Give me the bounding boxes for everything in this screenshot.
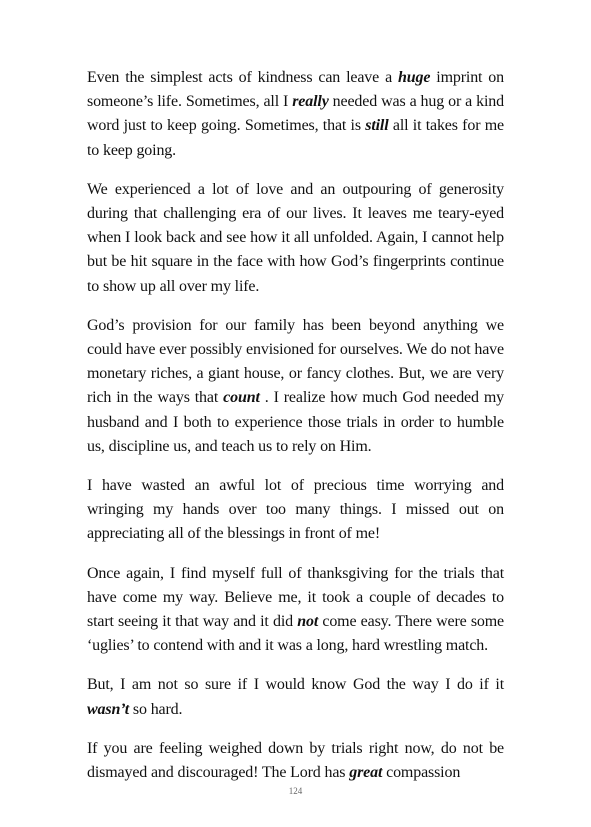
paragraph	[87, 673, 504, 721]
text-run: Once again, I find myself full of thanksgiving for the trials that have come my way. Believe me, it took a couple of decades to start seeing it that way and it did	[87, 564, 504, 631]
text-run: . I realize how much God needed my husband and I both to experience those trials in order to humble us, discipline us, and teach us to rely on Him.	[87, 389, 504, 455]
paragraph	[87, 562, 504, 659]
text-run: come easy. There were some ‘uglies’ to contend with and it was a long, hard wrestling match.	[87, 613, 504, 655]
emphasized-text: huge	[398, 69, 431, 86]
emphasized-text: count	[223, 389, 260, 407]
text-run: Even the simplest acts of kindness can leave a	[87, 69, 398, 86]
body-text	[87, 66, 504, 800]
paragraph	[87, 66, 504, 163]
page-number: 124	[288, 786, 303, 796]
paragraph	[87, 178, 504, 299]
text-run: If you are feeling weighed down by trials right now, do not be dismayed and discouraged! The Lord has	[87, 739, 504, 782]
emphasized-text: not	[297, 613, 319, 631]
emphasized-text: really	[292, 93, 329, 111]
text-run: But, I am not so sure if I would know God the way I do if it	[87, 676, 504, 694]
text-run: needed was a hug or a kind word just to keep going. Sometimes, that is	[87, 93, 504, 135]
emphasized-text: still	[365, 117, 389, 135]
paragraph	[87, 737, 504, 785]
paragraph	[87, 314, 504, 459]
paragraph	[87, 474, 504, 547]
text-run: compassion	[382, 764, 461, 782]
text-run: imprint on someone’s life. Sometimes, all I	[87, 69, 504, 111]
text-run: so hard.	[129, 700, 183, 718]
text-run: I have wasted an awful lot of precious time worrying and wringing my hands over too many things. I missed out on appreciating all of the blessings in front of me!	[87, 477, 504, 543]
text-run: God’s provision for our family has been beyond anything we could have ever possibly envisioned for ourselves. We do not have monetary riches, a giant house, or fancy clothes. But, we are very rich in the ways that	[87, 316, 504, 407]
emphasized-text: great	[349, 764, 383, 782]
text-run: all it takes for me to keep going.	[87, 117, 504, 159]
text-run: We experienced a lot of love and an outpouring of generosity during that challenging era of our lives. It leaves me teary-eyed when I look back and see how it all unfolded. Again, I cannot help but be hit square in the face with how God’s fingerprints continue to show up all over my life.	[87, 180, 504, 295]
emphasized-text: wasn’t	[87, 700, 130, 718]
